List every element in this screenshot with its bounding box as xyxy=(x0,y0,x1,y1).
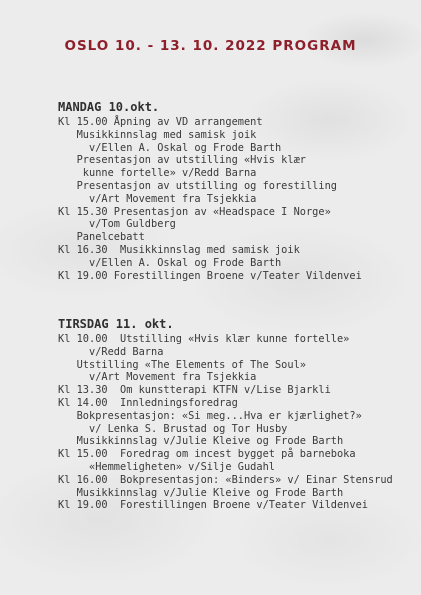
program-line: kunne fortelle» v/Redd Barna xyxy=(58,167,257,180)
program-line: v/Redd Barna xyxy=(58,345,164,358)
program-line: Bokpresentasjon: «Si meg...Hva er kjærlighet?» xyxy=(58,409,362,422)
program-line: v/Art Movement fra Tsjekkia xyxy=(58,371,257,384)
program-line: Kl 19.00 Forestillingen Broene v/Teater Vildenvei xyxy=(58,269,362,282)
program-line: Kl 14.00 Innledningsforedrag xyxy=(58,396,238,409)
program-line: v/Ellen A. Oskal og Frode Barth xyxy=(58,141,282,154)
program-line: Presentasjon av utstilling og forestilling xyxy=(58,179,337,192)
day-section-tuesday xyxy=(58,317,393,512)
program-line: Kl 16.00 Bokpresentasjon: «Binders» v/ Einar Stensrud xyxy=(58,473,393,486)
program-line: Utstilling «The Elements of The Soul» xyxy=(58,358,306,371)
program-line: v/ Lenka S. Brustad og Tor Husby xyxy=(58,422,288,435)
program-line: Musikkinnslag v/Julie Kleive og Frode Barth xyxy=(58,435,344,448)
program-line: Kl 19.00 Forestillingen Broene v/Teater Vildenvei xyxy=(58,499,368,512)
day-heading: MANDAG 10.okt. xyxy=(58,100,160,114)
program-line: «Hemmeligheten» v/Silje Gudahl xyxy=(58,460,275,473)
page-title: OSLO 10. - 13. 10. 2022 PROGRAM xyxy=(64,38,357,54)
day-section-monday xyxy=(58,100,362,282)
program-line: Kl 15.00 Åpning av VD arrangement xyxy=(58,116,263,128)
program-line: Kl 10.00 Utstilling «Hvis klær kunne fortelle» xyxy=(58,333,350,345)
program-line: Kl 15.00 Foredrag om incest bygget på barneboka xyxy=(58,448,356,461)
program-line: Kl 13.30 Om kunstterapi KTFN v/Lise Bjarkli xyxy=(58,384,331,397)
program-line: v/Tom Guldberg xyxy=(58,218,176,231)
day-heading: TIRSDAG 11. okt. xyxy=(58,317,174,331)
program-line: Presentasjon av utstilling «Hvis klær xyxy=(58,154,306,167)
program-line: v/Ellen A. Oskal og Frode Barth xyxy=(58,256,282,269)
program-line: Kl 15.30 Presentasjon av «Headspace I Norge» xyxy=(58,205,331,218)
program-line: Panelcebatt xyxy=(58,231,145,244)
program-line: Musikkinnslag med samisk joik xyxy=(58,128,257,141)
program-line: Kl 16.30 Musikkinnslag med samisk joik xyxy=(58,243,300,256)
program-line: Musikkinnslag v/Julie Kleive og Frode Barth xyxy=(58,486,344,499)
program-line: v/Art Movement fra Tsjekkia xyxy=(58,192,257,205)
